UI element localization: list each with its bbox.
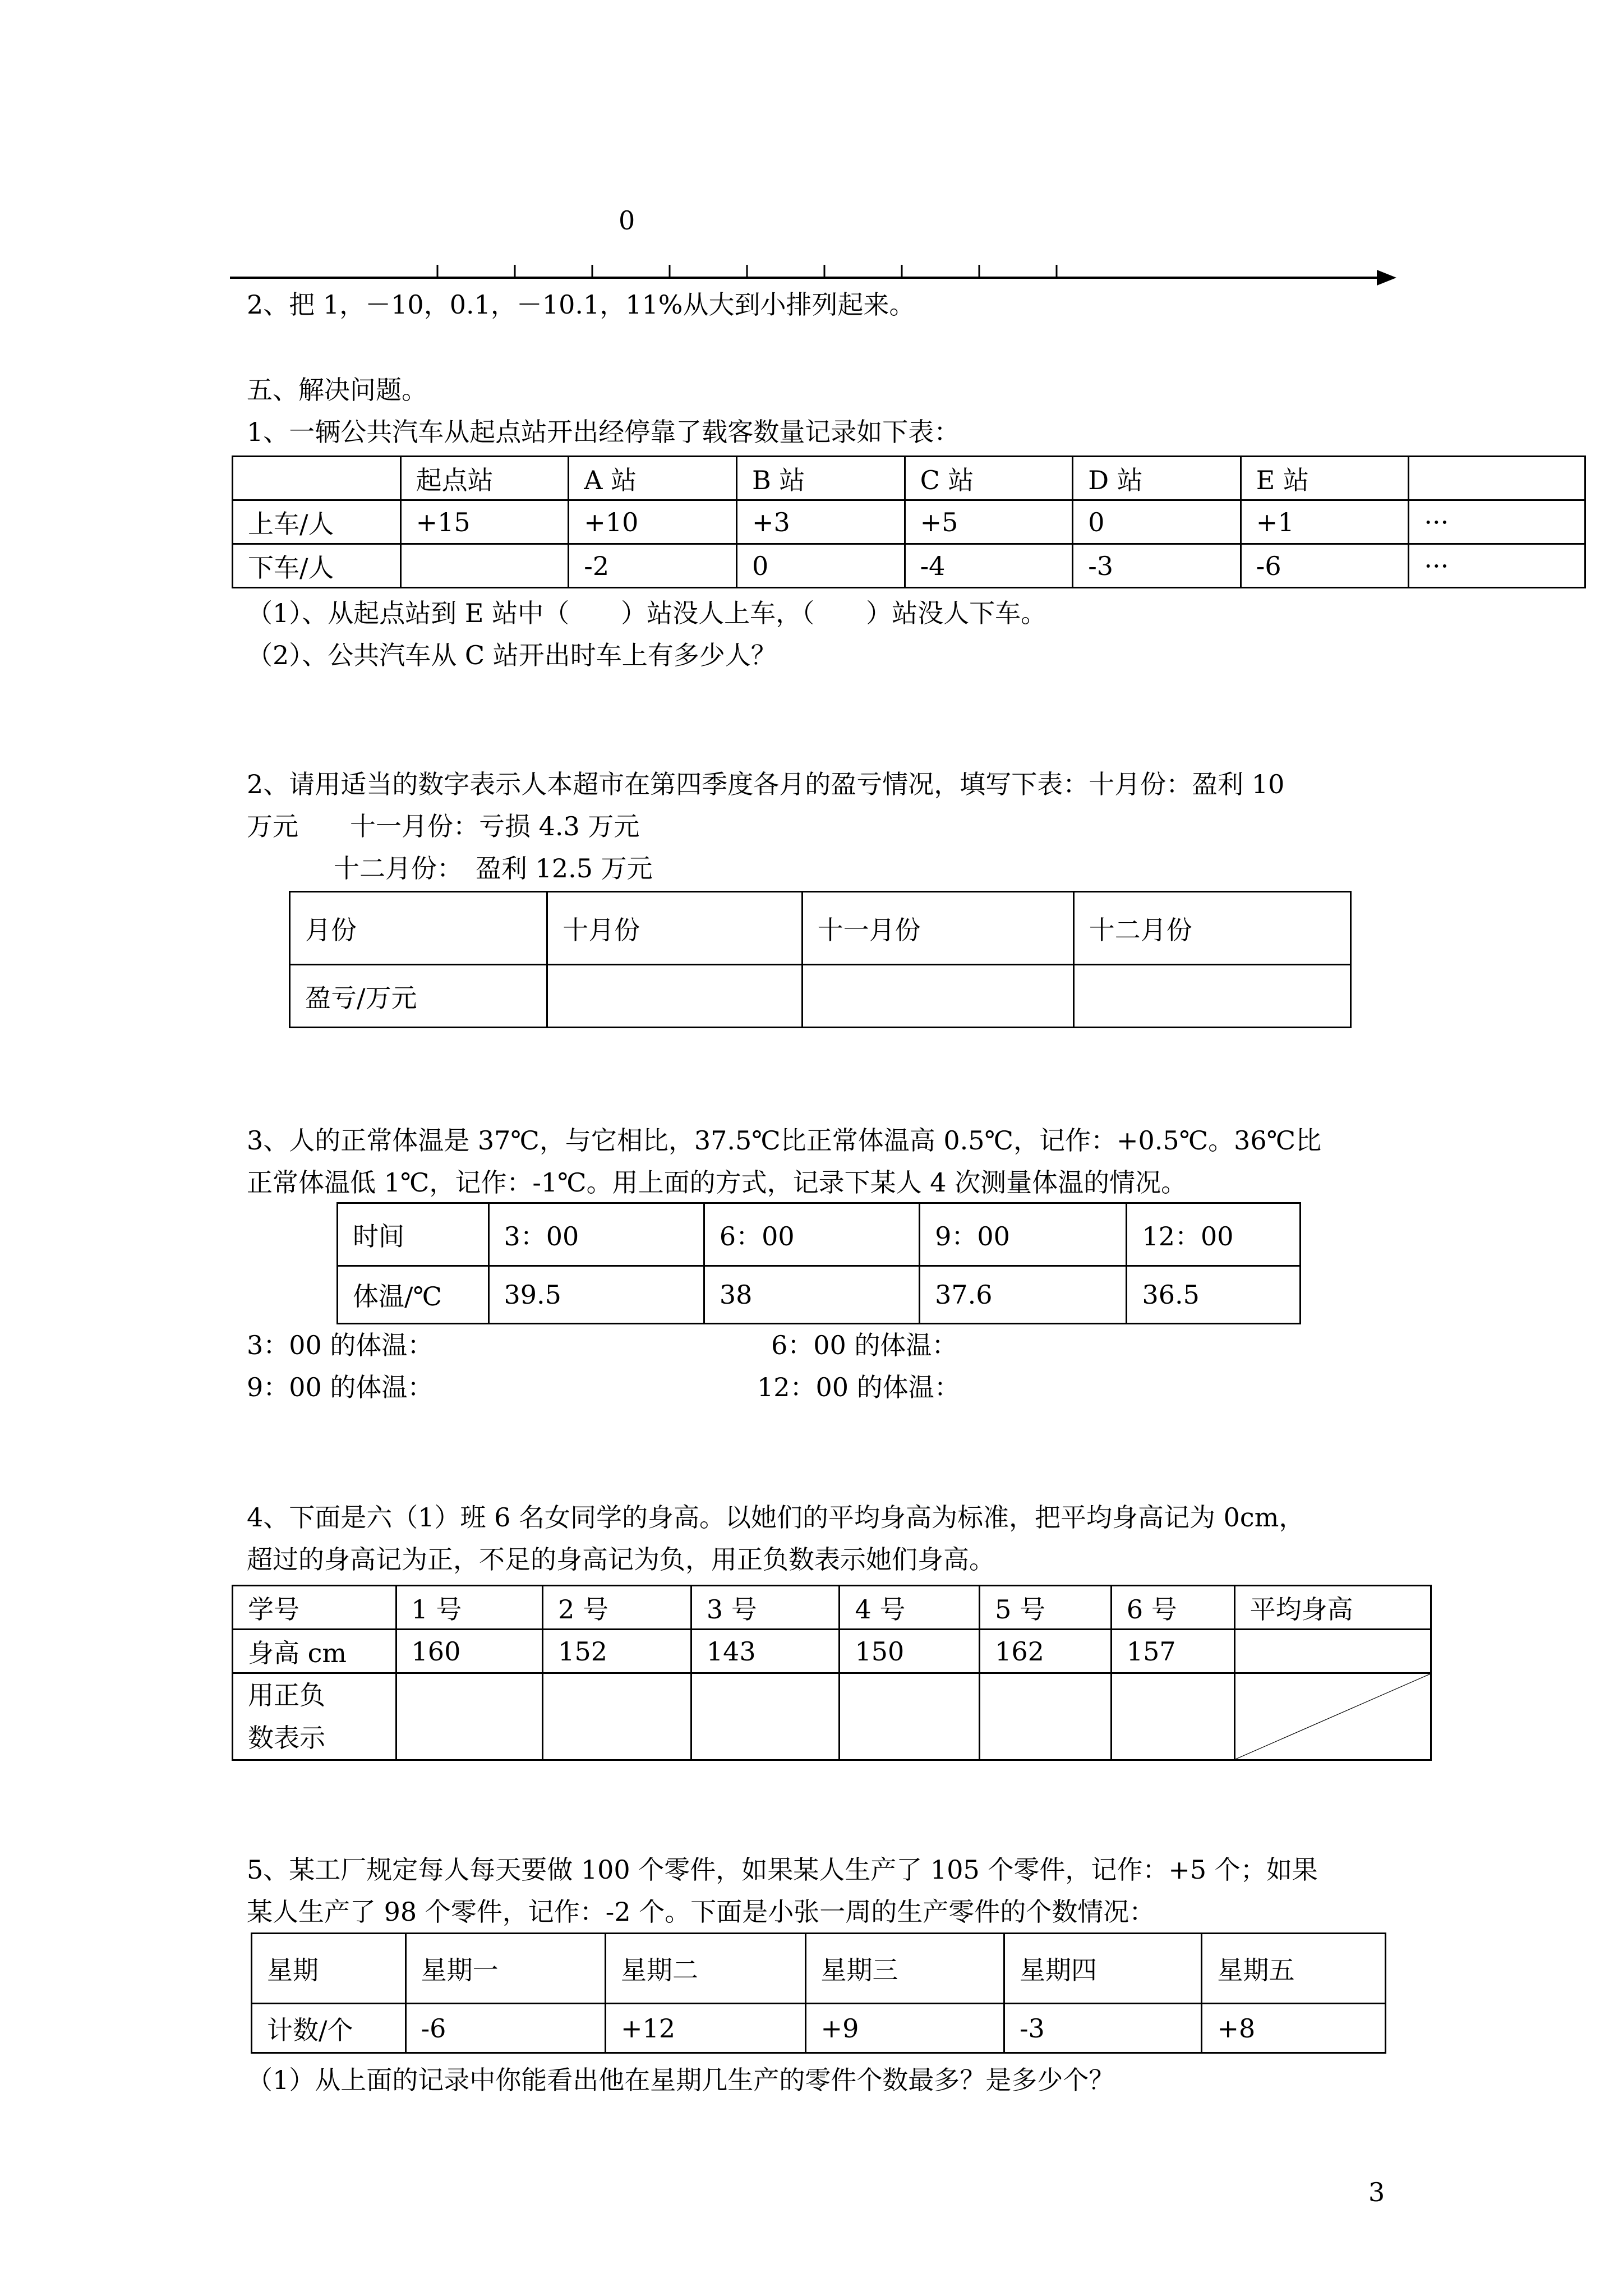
problem4-intro-line1: 4、下面是六（1）班 6 名女同学的身高。以她们的平均身高为标准，把平均身高记为 0cm， [247, 1502, 1305, 1533]
problem3-answer-3: 3：00 的体温： [247, 1330, 434, 1360]
table-cell: 12：00 [1127, 1203, 1301, 1266]
problem5-intro-line2: 某人生产了 98 个零件，记作：-2 个。下面是小张一周的生产零件的个数情况： [247, 1897, 1155, 1927]
table-cell: 4 号 [840, 1586, 980, 1630]
table-row [252, 1934, 1386, 2004]
table-cell: 36.5 [1127, 1266, 1301, 1324]
table-cell: 十一月份 [802, 892, 1073, 965]
table-cell: -3 [1004, 2004, 1202, 2053]
table-cell: -6 [1241, 544, 1409, 588]
problem3-intro-line1: 3、人的正常体温是 37℃，与它相比，37.5℃比正常体温高 0.5℃，记作：+0.5℃。36℃比 [247, 1125, 1322, 1156]
table-cell: 160 [396, 1630, 543, 1673]
table-cell [1073, 965, 1350, 1028]
table-cell [802, 965, 1073, 1028]
table-cell: 星期四 [1004, 1934, 1202, 2004]
table-cell: +10 [569, 500, 737, 544]
problem2-intro-line3: 十二月份： 盈利 12.5 万元 [334, 853, 653, 884]
table-cell: 39.5 [488, 1266, 704, 1324]
table-row [252, 2004, 1386, 2053]
table-cell: 上车/人 [233, 500, 401, 544]
table-cell: +5 [905, 500, 1073, 544]
table-cell: 下车/人 [233, 544, 401, 588]
table-cell [396, 1673, 543, 1760]
diagonal-cell [1234, 1673, 1431, 1760]
diagonal-line [1235, 1674, 1430, 1759]
table-cell: 星期一 [405, 1934, 605, 2004]
section5-title: 五、解决问题。 [247, 375, 427, 405]
table-row [338, 1266, 1301, 1324]
table-cell [840, 1673, 980, 1760]
problem5-table [251, 1932, 1386, 2054]
table-cell: C 站 [905, 457, 1073, 500]
q2-order-text: 2、把 1，－10，0.1，－10.1，11%从大到小排列起来。 [247, 289, 915, 320]
table-cell [980, 1673, 1112, 1760]
table-row [233, 500, 1585, 544]
table-cell: +1 [1241, 500, 1409, 544]
table-cell [400, 544, 569, 588]
table-cell: ··· [1409, 544, 1585, 588]
table-cell: D 站 [1073, 457, 1241, 500]
table-row [338, 1203, 1301, 1266]
number-line-zero-label: 0 [619, 205, 635, 236]
problem4-intro-line2: 超过的身高记为正，不足的身高记为负，用正负数表示她们身高。 [247, 1544, 995, 1575]
table-cell [233, 457, 401, 500]
table-cell: 37.6 [920, 1266, 1127, 1324]
table-cell: 星期三 [805, 1934, 1004, 2004]
problem3-answer-9: 9：00 的体温： [247, 1372, 434, 1402]
problem3-table [336, 1202, 1301, 1324]
table-cell: 学号 [233, 1586, 396, 1630]
table-cell [1409, 457, 1585, 500]
table-cell: -3 [1073, 544, 1241, 588]
table-cell: 星期 [252, 1934, 406, 2004]
row-label-line2: 数表示 [248, 1723, 325, 1753]
table-row [233, 1630, 1431, 1673]
page-number: 3 [1368, 2177, 1385, 2207]
table-cell: 计数/个 [252, 2004, 406, 2053]
table-row [290, 965, 1351, 1028]
table-cell: 2 号 [543, 1586, 691, 1630]
table-cell: 1 号 [396, 1586, 543, 1630]
problem1-table [232, 455, 1586, 588]
table-cell: 0 [1073, 500, 1241, 544]
table-cell: 星期五 [1202, 1934, 1386, 2004]
problem5-intro-line1: 5、某工厂规定每人每天要做 100 个零件，如果某人生产了 105 个零件，记作：+5 个；如果 [247, 1855, 1318, 1885]
table-cell: +15 [400, 500, 569, 544]
table-cell: 3 号 [691, 1586, 840, 1630]
table-cell: +9 [805, 2004, 1004, 2053]
table-cell [543, 1673, 691, 1760]
table-cell: +8 [1202, 2004, 1386, 2053]
problem1-question2: （2）、公共汽车从 C 站开出时车上有多少人？ [247, 640, 777, 670]
problem4-table [232, 1585, 1432, 1761]
table-cell: 38 [704, 1266, 919, 1324]
table-cell [1234, 1630, 1431, 1673]
table-cell: 十二月份 [1073, 892, 1350, 965]
table-cell: 143 [691, 1630, 840, 1673]
table-cell: -6 [405, 2004, 605, 2053]
table-cell: E 站 [1241, 457, 1409, 500]
table-cell: +3 [736, 500, 905, 544]
table-cell: ··· [1409, 500, 1585, 544]
table-row [233, 1673, 1431, 1760]
table-cell: 3：00 [488, 1203, 704, 1266]
table-cell: 平均身高 [1234, 1586, 1431, 1630]
table-cell: -4 [905, 544, 1073, 588]
problem1-question1: （1）、从起点站到 E 站中（ ）站没人上车，（ ）站没人下车。 [247, 598, 1047, 628]
table-row [233, 457, 1585, 500]
table-cell: 150 [840, 1630, 980, 1673]
table-cell: 起点站 [400, 457, 569, 500]
table-cell: 时间 [338, 1203, 489, 1266]
table-row [233, 544, 1585, 588]
table-cell: 体温/℃ [338, 1266, 489, 1324]
problem2-table [289, 891, 1352, 1028]
problem2-intro-line2: 万元 十一月份：亏损 4.3 万元 [247, 811, 640, 841]
table-cell [691, 1673, 840, 1760]
problem5-question1: （1）从上面的记录中你能看出他在星期几生产的零件个数最多？是多少个？ [247, 2065, 1115, 2095]
table-cell: 157 [1111, 1630, 1234, 1673]
problem3-intro-line2: 正常体温低 1℃，记作：-1℃。用上面的方式，记录下某人 4 次测量体温的情况。 [247, 1167, 1187, 1198]
table-cell [547, 965, 802, 1028]
row-label-line1: 用正负 [248, 1680, 325, 1710]
table-cell: A 站 [569, 457, 737, 500]
table-cell [1111, 1673, 1234, 1760]
table-cell: 152 [543, 1630, 691, 1673]
table-cell: 十月份 [547, 892, 802, 965]
table-cell: +12 [606, 2004, 806, 2053]
table-cell: -2 [569, 544, 737, 588]
number-line [230, 264, 1396, 286]
table-cell: 盈亏/万元 [290, 965, 547, 1028]
table-cell: 6 号 [1111, 1586, 1234, 1630]
table-cell [233, 1673, 396, 1760]
table-row [290, 892, 1351, 965]
problem3-answer-6: 6：00 的体温： [771, 1330, 958, 1360]
table-cell: 9：00 [920, 1203, 1127, 1266]
table-cell: B 站 [736, 457, 905, 500]
table-cell: 身高 cm [233, 1630, 396, 1673]
table-row [233, 1586, 1431, 1630]
table-cell: 0 [736, 544, 905, 588]
problem3-answer-12: 12：00 的体温： [757, 1372, 960, 1402]
problem1-intro: 1、一辆公共汽车从起点站开出经停靠了载客数量记录如下表： [247, 417, 960, 447]
problem2-intro-line1: 2、请用适当的数字表示人本超市在第四季度各月的盈亏情况，填写下表：十月份：盈利 10 [247, 769, 1285, 799]
table-cell: 星期二 [606, 1934, 806, 2004]
table-cell: 月份 [290, 892, 547, 965]
table-cell: 162 [980, 1630, 1112, 1673]
table-cell: 5 号 [980, 1586, 1112, 1630]
table-cell: 6：00 [704, 1203, 919, 1266]
